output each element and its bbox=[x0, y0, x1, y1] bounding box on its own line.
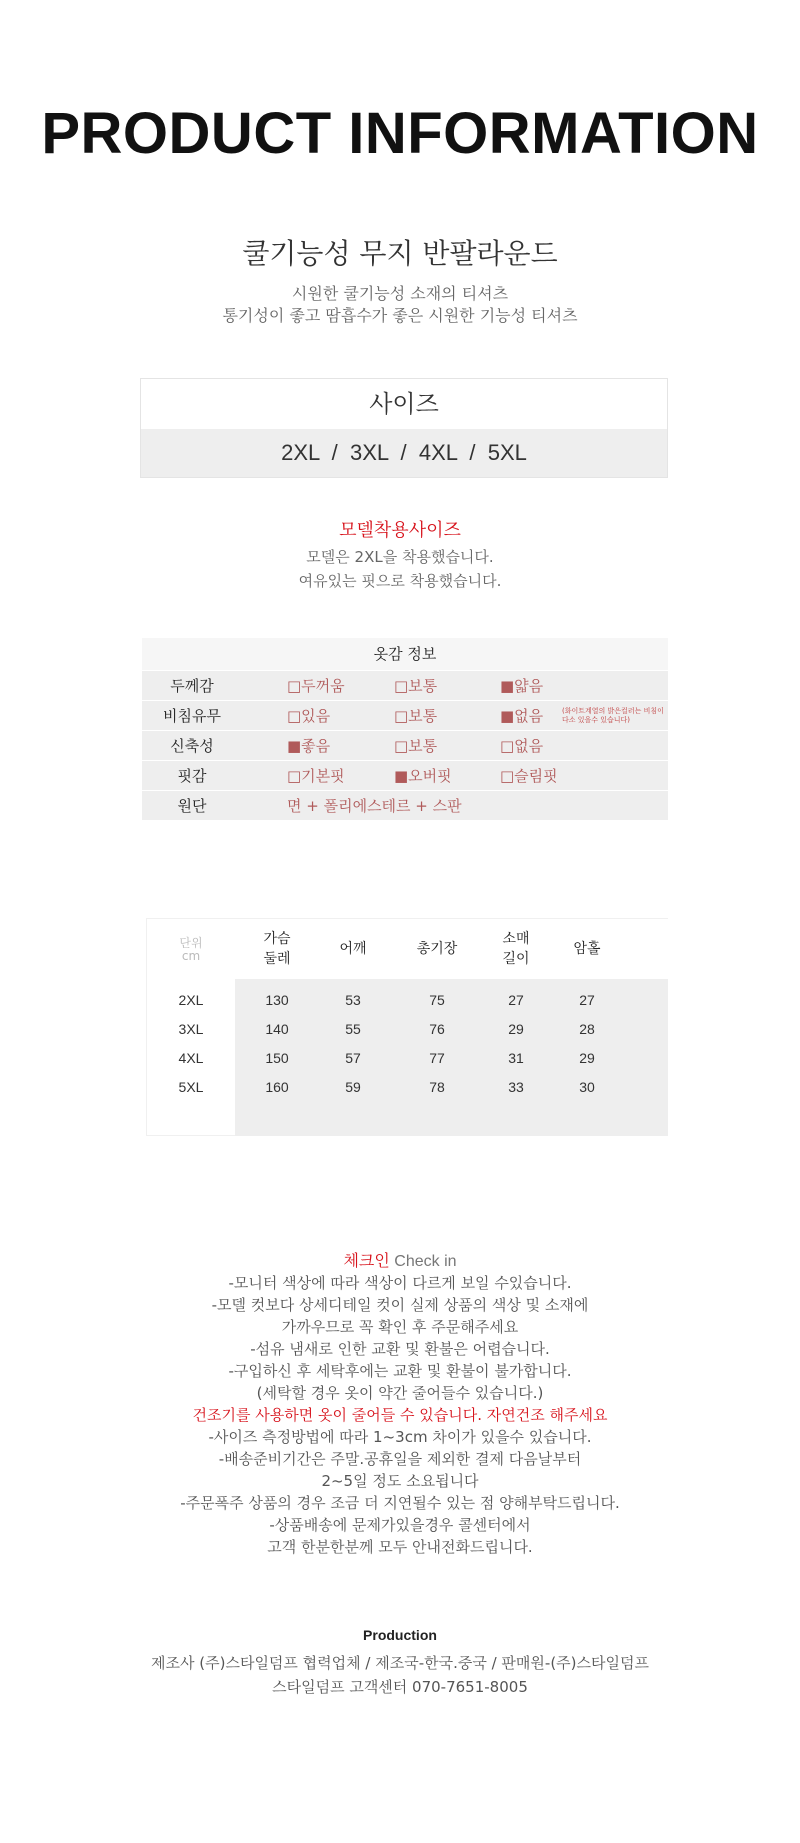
checkin-line: (세탁할 경우 옷이 약간 줄어들수 있습니다.) bbox=[256, 1384, 544, 1402]
unit-label-text: cm bbox=[181, 949, 201, 963]
fabric-option: □두꺼움 bbox=[287, 677, 345, 695]
fabric-row-label: 신축성 bbox=[170, 737, 214, 755]
checkin-line: -구입하신 후 세탁후에는 교환 및 환불이 불가합니다. bbox=[228, 1362, 572, 1380]
model-size-line: 여유있는 핏으로 착용했습니다. bbox=[298, 572, 502, 590]
fabric-row-material bbox=[142, 790, 668, 820]
size-cell: 2XL bbox=[178, 992, 204, 1008]
column-header-armhole: 암홀 bbox=[573, 941, 601, 957]
value-cell: 130 bbox=[265, 992, 289, 1008]
fabric-option: ■오버핏 bbox=[394, 767, 452, 785]
product-desc-line: 통기성이 좋고 땀흡수가 좋은 시원한 기능성 티셔츠 bbox=[222, 306, 578, 325]
value-cell: 27 bbox=[579, 992, 595, 1008]
checkin-warning-line: 건조기를 사용하면 옷이 줄어들 수 있습니다. 자연건조 해주세요 bbox=[192, 1406, 608, 1424]
size-cell: 5XL bbox=[178, 1079, 204, 1095]
page-title: PRODUCT INFORMATION bbox=[41, 101, 759, 166]
model-size-title: 모델착용사이즈 bbox=[339, 520, 461, 541]
value-cell: 53 bbox=[345, 992, 361, 1008]
fabric-row-transparency bbox=[142, 700, 668, 730]
fabric-note: (화이트계열의 밝은컬러는 비침이 다소 있을수 있습니다) bbox=[562, 707, 664, 724]
checkin-line: -상품배송에 문제가있을경우 콜센터에서 bbox=[269, 1516, 531, 1534]
unit-label bbox=[147, 919, 235, 979]
fabric-option: ■좋음 bbox=[287, 737, 331, 755]
value-cell: 76 bbox=[429, 1021, 445, 1037]
fabric-option: □보통 bbox=[394, 677, 438, 695]
value-cell: 57 bbox=[345, 1050, 361, 1066]
value-cell: 29 bbox=[579, 1050, 595, 1066]
fabric-material: 면 + 폴리에스테르 + 스판 bbox=[287, 797, 462, 815]
column-header-length: 총기장 bbox=[416, 941, 458, 957]
value-cell: 140 bbox=[265, 1021, 289, 1037]
fabric-option: □보통 bbox=[394, 707, 438, 725]
value-cell: 33 bbox=[508, 1079, 524, 1095]
fabric-row-stretch bbox=[142, 730, 668, 760]
value-cell: 160 bbox=[265, 1079, 289, 1095]
size-chart-table bbox=[146, 918, 668, 1136]
fabric-option: □있음 bbox=[287, 707, 331, 725]
value-cell: 150 bbox=[265, 1050, 289, 1066]
fabric-option: □기본핏 bbox=[287, 767, 345, 785]
value-cell: 29 bbox=[508, 1021, 524, 1037]
fabric-row-label: 원단 bbox=[177, 797, 207, 815]
size-cell: 3XL bbox=[178, 1021, 204, 1037]
checkin-line: -사이즈 측정방법에 따라 1~3cm 차이가 있을수 있습니다. bbox=[208, 1428, 592, 1446]
table-row bbox=[147, 1073, 669, 1102]
size-box bbox=[140, 378, 668, 478]
checkin-line: -주문폭주 상품의 경우 조금 더 지연될수 있는 점 양해부탁드립니다. bbox=[180, 1494, 620, 1512]
fabric-row-fit bbox=[142, 760, 668, 790]
checkin-title bbox=[0, 1248, 800, 1271]
table-row bbox=[147, 1044, 669, 1073]
fabric-option: □없음 bbox=[500, 737, 544, 755]
size-values: 2XL / 3XL / 4XL / 5XL bbox=[141, 429, 667, 477]
value-cell: 55 bbox=[345, 1021, 361, 1037]
column-header-sleeve: 소매 길이 bbox=[502, 931, 530, 967]
checkin-line: 고객 한분한분께 모두 안내전화드립니다. bbox=[267, 1538, 533, 1556]
fabric-row-label: 두께감 bbox=[170, 677, 214, 695]
fabric-option: □보통 bbox=[394, 737, 438, 755]
value-cell: 75 bbox=[429, 992, 445, 1008]
value-cell: 30 bbox=[579, 1079, 595, 1095]
production-title: Production bbox=[363, 1627, 437, 1643]
checkin-title-en: Check in bbox=[389, 1253, 457, 1270]
fabric-option: □슬림핏 bbox=[500, 767, 558, 785]
value-cell: 77 bbox=[429, 1050, 445, 1066]
fabric-option: ■얇음 bbox=[500, 677, 544, 695]
value-cell: 78 bbox=[429, 1079, 445, 1095]
value-cell: 28 bbox=[579, 1021, 595, 1037]
checkin-line: -섬유 냄새로 인한 교환 및 환불은 어렵습니다. bbox=[250, 1340, 550, 1358]
value-cell: 31 bbox=[508, 1050, 524, 1066]
column-header-shoulder: 어깨 bbox=[339, 941, 367, 957]
size-cell: 4XL bbox=[178, 1050, 204, 1066]
fabric-info-title: 옷감 정보 bbox=[142, 638, 668, 670]
fabric-row-label: 비침유무 bbox=[163, 707, 221, 725]
column-header-chest: 가슴 둘레 bbox=[263, 931, 291, 967]
fabric-row-thickness bbox=[142, 670, 668, 700]
production-line: 제조사 (주)스타일덤프 협력업체 / 제조국-한국.중국 / 판매원-(주)스타일덤프 bbox=[151, 1654, 649, 1672]
product-description bbox=[0, 283, 800, 327]
product-desc-line: 시원한 쿨기능성 소재의 티셔츠 bbox=[291, 284, 509, 303]
fabric-info-table bbox=[142, 638, 668, 820]
product-name: 쿨기능성 무지 반팔라운드 bbox=[242, 237, 558, 270]
size-label: 사이즈 bbox=[141, 379, 667, 429]
checkin-line: -배송준비기간은 주말.공휴일을 제외한 결제 다음날부터 bbox=[218, 1450, 582, 1468]
fabric-row-label: 핏감 bbox=[177, 767, 207, 785]
table-row bbox=[147, 986, 669, 1015]
unit-label-text: 단위 bbox=[179, 936, 203, 950]
fabric-option: ■없음 bbox=[500, 707, 544, 725]
checkin-line: 2~5일 정도 소요됩니다 bbox=[321, 1472, 479, 1490]
value-cell: 59 bbox=[345, 1079, 361, 1095]
checkin-line: -모니터 색상에 따라 색상이 다르게 보일 수있습니다. bbox=[228, 1274, 572, 1292]
production-line: 스타일덤프 고객센터 070-7651-8005 bbox=[272, 1678, 528, 1696]
value-cell: 27 bbox=[508, 992, 524, 1008]
table-row bbox=[147, 1015, 669, 1044]
model-size-line: 모델은 2XL을 착용했습니다. bbox=[306, 548, 494, 566]
checkin-line: 가까우므로 꼭 확인 후 주문해주세요 bbox=[281, 1318, 519, 1336]
checkin-title-kr: 체크인 bbox=[343, 1251, 390, 1270]
checkin-line: -모델 컷보다 상세디테일 컷이 실제 상품의 색상 및 소재에 bbox=[211, 1296, 589, 1314]
